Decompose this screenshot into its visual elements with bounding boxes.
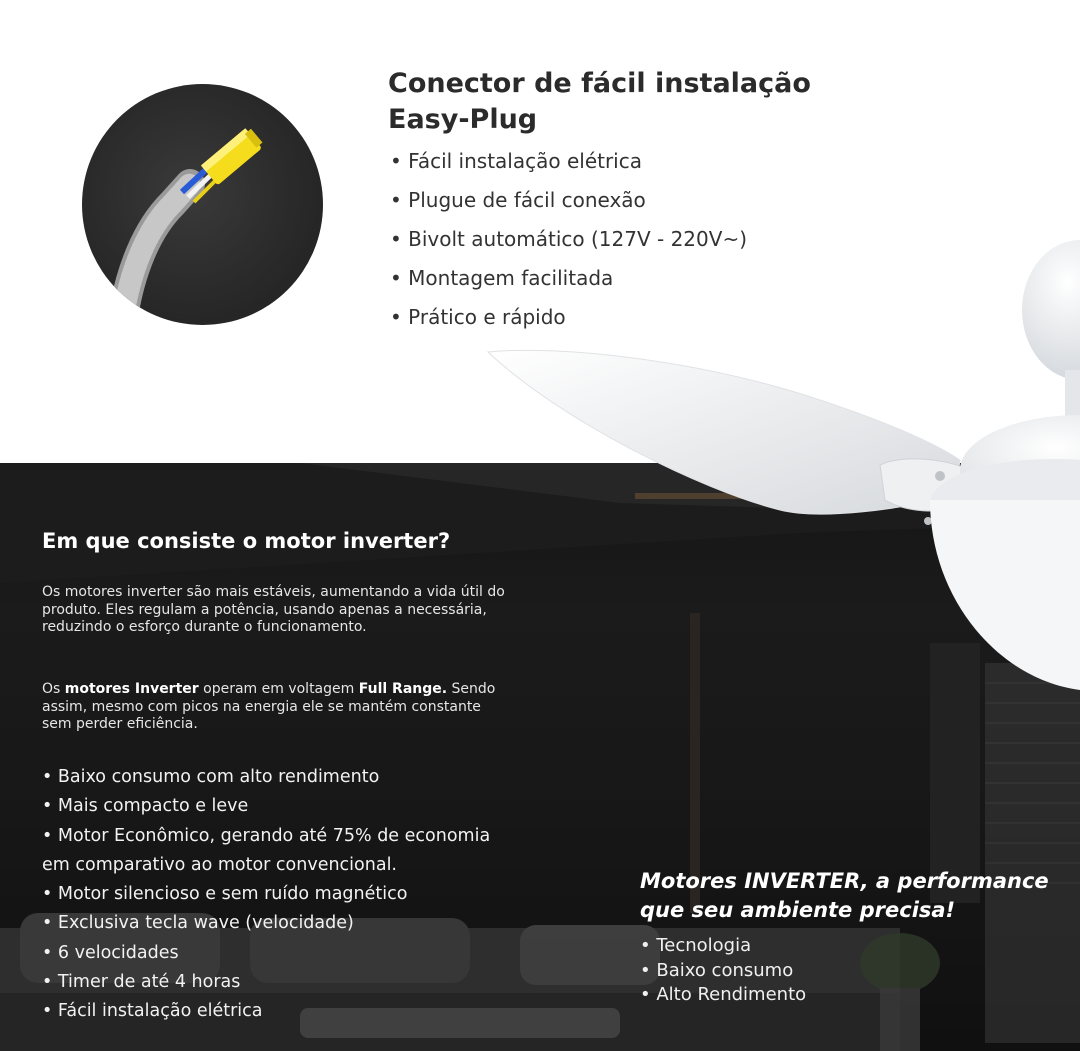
inverter-paragraph-1: Os motores inverter são mais estáveis, aumentando a vida útil do produto. Eles regulam a potência, usando apenas a necessária, reduzindo o esforço durante o funcionamento.	[42, 584, 505, 635]
inverter-paragraph-2	[42, 681, 512, 734]
list-item: em comparativo ao motor convencional.	[42, 854, 397, 875]
list-item: • Mais compacto e leve	[42, 796, 249, 817]
connector-title-line2: Easy-Plug	[388, 104, 538, 135]
list-item: • Fácil instalação elétrica	[42, 1001, 263, 1022]
list-item: • Motor silencioso e sem ruído magnético	[42, 884, 408, 905]
list-item: • Baixo consumo	[640, 959, 794, 981]
performance-list	[640, 934, 806, 1008]
connector-feature-list	[390, 146, 747, 341]
list-item: • Prático e rápido	[390, 305, 566, 329]
list-item: • Baixo consumo com alto rendimento	[42, 767, 380, 787]
easy-plug-connector-image	[82, 84, 323, 325]
list-item: • Montagem facilitada	[390, 266, 614, 290]
list-item: • Alto Rendimento	[640, 984, 807, 1005]
connector-section	[0, 0, 1080, 463]
list-item: • Fácil instalação elétrica	[390, 149, 642, 173]
inverter-title: Em que consiste o motor inverter?	[42, 529, 451, 553]
paragraph-2-bold-motors: motores Inverter	[64, 681, 199, 697]
list-item: • Bivolt automático (127V - 220V~)	[390, 227, 748, 251]
list-item: • Plugue de fácil conexão	[390, 188, 646, 212]
performance-title-line1: Motores INVERTER, a performance	[640, 869, 1049, 893]
connector-title-line1: Conector de fácil instalação	[388, 68, 811, 99]
list-item: • Timer de até 4 horas	[42, 972, 241, 993]
paragraph-2-bold-fullrange: Full Range.	[358, 681, 448, 697]
list-item: • Motor Econômico, gerando até 75% de economia	[42, 825, 491, 846]
paragraph-2-tail: Sendo assim, mesmo com picos na energia ele se mantém constante sem perder eficiência.	[42, 681, 496, 732]
list-item: • Exclusiva tecla wave (velocidade)	[42, 913, 354, 934]
inverter-section	[0, 463, 1080, 1051]
paragraph-2-mid: operam em voltagem	[198, 681, 359, 697]
performance-title-line2: que seu ambiente precisa!	[640, 898, 956, 922]
list-item: • Tecnologia	[640, 935, 752, 956]
performance-title	[640, 867, 1080, 925]
inverter-benefits-list	[42, 763, 490, 1027]
connector-cable-icon	[82, 84, 323, 325]
paragraph-2-lead: Os	[42, 681, 65, 697]
connector-title	[388, 66, 908, 138]
list-item: • 6 velocidades	[42, 942, 179, 963]
